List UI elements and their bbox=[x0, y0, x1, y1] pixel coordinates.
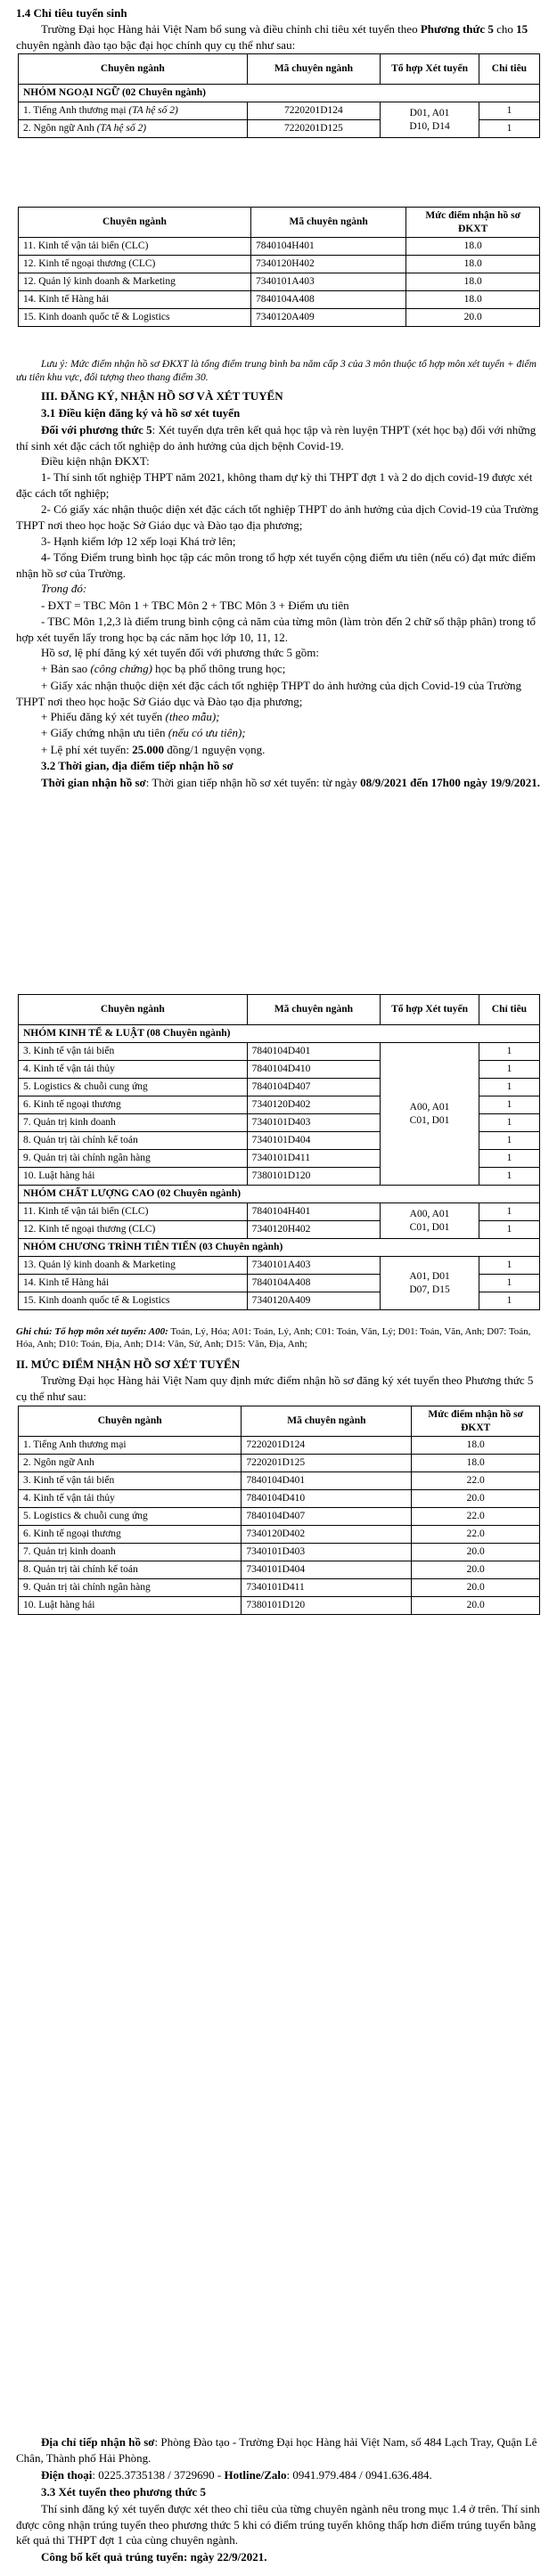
code-cell: 7340101A403 bbox=[247, 1257, 381, 1275]
dossier-item-2: + Giấy xác nhận thuộc diện xét đặc cách tốt nghiệp THPT do ảnh hưởng của dịch Covid-19 của Trường THPT nơi theo học hoặc Sở Giáo dục và Đào tạo địa phương; bbox=[16, 679, 522, 708]
major-cell: 8. Quản trị tài chính kế toán bbox=[19, 1132, 248, 1150]
receipt-time-label: Thời gian nhận hồ sơ bbox=[41, 776, 146, 789]
col-header-major: Chuyên ngành bbox=[19, 995, 248, 1025]
score-cell: 22.0 bbox=[412, 1508, 540, 1526]
col-header-code: Mã chuyên ngành bbox=[247, 995, 381, 1025]
phone-label: Điện thoại bbox=[41, 2468, 93, 2482]
dossier-text: + Lệ phí xét tuyển: bbox=[41, 743, 133, 756]
code-cell: 7840104D401 bbox=[242, 1472, 412, 1490]
section-ii-text: Trường Đại học Hàng hải Việt Nam quy định mức điểm nhận hồ sơ đăng ký xét tuyển theo Phương thức 5 cụ thể như sau: bbox=[16, 1374, 534, 1403]
table-row bbox=[19, 1257, 540, 1275]
table-row bbox=[19, 1437, 540, 1455]
score-cell: 18.0 bbox=[412, 1455, 540, 1472]
col-header-major: Chuyên ngành bbox=[19, 208, 251, 238]
quota-cell: 1 bbox=[479, 1292, 539, 1310]
code-cell: 7840104H401 bbox=[247, 1203, 381, 1221]
code-cell: 7340120A409 bbox=[250, 309, 405, 327]
section-heading-1-4: 1.4 Chỉ tiêu tuyển sinh bbox=[16, 6, 127, 20]
condition-4: 4- Tổng Điểm trung bình học tập các môn trong tổ hợp xét tuyển cộng điểm ưu tiên (nếu có) đạt mức điểm nhận hồ sơ của Trường. bbox=[16, 550, 537, 580]
major-cell: 15. Kinh doanh quốc tế & Logistics bbox=[19, 1292, 248, 1310]
code-cell: 7340101D403 bbox=[242, 1544, 412, 1561]
major-cell: 5. Logistics & chuỗi cung ứng bbox=[19, 1079, 248, 1096]
dossier-note: (nếu có ưu tiên); bbox=[168, 726, 246, 739]
code-cell: 7340101A403 bbox=[250, 273, 405, 291]
combo-note-text-2: A01: Toán, Lý, Anh; C01: Toán, Văn, Lý; D01: Toán, Văn, Anh; D07: Toán, Hóa, Anh; D10: Toán, Địa, Anh; D14: Văn, Sử, Anh; D15: Văn, Địa, Anh; bbox=[16, 1326, 531, 1350]
code-cell: 7340120H402 bbox=[250, 256, 405, 273]
result-date: Công bố kết quả trúng tuyển: ngày 22/9/2021. bbox=[41, 2550, 267, 2564]
dossier-text: + Phiếu đăng ký xét tuyển bbox=[41, 710, 166, 723]
score-table-1 bbox=[18, 207, 540, 327]
table-row bbox=[19, 256, 540, 273]
code-cell: 7840104D410 bbox=[247, 1061, 381, 1079]
major-cell: 6. Kinh tế ngoại thương bbox=[19, 1526, 242, 1544]
major-note: (TA hệ số 2) bbox=[96, 123, 147, 135]
col-header-code: Mã chuyên ngành bbox=[242, 1406, 412, 1437]
table-row bbox=[19, 102, 540, 120]
phone-paragraph bbox=[16, 2467, 541, 2483]
section-3-3-text: Thí sinh đăng ký xét tuyển được xét theo chỉ tiêu của từng chuyên ngành nêu trong mục 1.4 ở trên. Thí sinh được công nhận trúng tuyển theo phương thức 5 khi có điểm trúng tuyển không thấp hơn điểm trúng tuyển bằng kết quả thi THPT đợt 1 của cùng chuyên ngành. bbox=[16, 2502, 540, 2547]
dossier-item-4 bbox=[16, 725, 541, 741]
group-row: NHÓM CHẤT LƯỢNG CAO (02 Chuyên ngành) bbox=[19, 1186, 540, 1203]
code-cell: 7840104A408 bbox=[250, 291, 405, 309]
major-cell: 12. Kinh tế ngoại thương (CLC) bbox=[19, 1221, 248, 1239]
score-table-2 bbox=[18, 1406, 540, 1615]
major-cell: 9. Quản trị tài chính ngân hàng bbox=[19, 1579, 242, 1597]
combo-cell: D01, A01 D10, D14 bbox=[381, 102, 479, 138]
major-cell: 6. Kinh tế ngoại thương bbox=[19, 1096, 248, 1114]
col-header-combo: Tổ hợp Xét tuyển bbox=[381, 54, 479, 85]
table-row bbox=[19, 291, 540, 309]
code-cell: 7340120A409 bbox=[247, 1292, 381, 1310]
code-cell: 7380101D120 bbox=[242, 1597, 412, 1615]
major-note: (TA hệ số 2) bbox=[128, 105, 178, 117]
table-row bbox=[19, 1526, 540, 1544]
intro-text-3: chuyên ngành đào tạo bậc đại học chính quy cụ thể như sau: bbox=[16, 37, 296, 52]
major-cell: 9. Quản trị tài chính ngân hàng bbox=[19, 1150, 248, 1168]
condition-2: 2- Có giấy xác nhận thuộc diện xét đặc cách tốt nghiệp THPT do ảnh hưởng của dịch Covid-19 của Trường THPT nơi theo học hoặc Sở Giáo dục và Đào tạo địa phương; bbox=[16, 502, 539, 532]
major-cell: 15. Kinh doanh quốc tế & Logistics bbox=[19, 309, 251, 327]
col-header-code: Mã chuyên ngành bbox=[247, 54, 381, 85]
table-row bbox=[19, 273, 540, 291]
col-header-quota: Chỉ tiêu bbox=[479, 995, 539, 1025]
quota-table-economics bbox=[18, 994, 540, 1310]
major-name: 1. Tiếng Anh thương mại bbox=[23, 105, 129, 117]
combo-cell: A00, A01 C01, D01 bbox=[381, 1203, 479, 1239]
table-row bbox=[19, 1561, 540, 1579]
score-cell: 18.0 bbox=[406, 256, 540, 273]
major-cell: 4. Kinh tế vận tải thủy bbox=[19, 1061, 248, 1079]
major-cell: 8. Quản trị tài chính kế toán bbox=[19, 1561, 242, 1579]
code-cell: 7220201D124 bbox=[242, 1437, 412, 1455]
col-header-major: Chuyên ngành bbox=[19, 54, 248, 85]
major-name: 2. Ngôn ngữ Anh bbox=[23, 123, 97, 135]
quota-cell: 1 bbox=[479, 1043, 539, 1061]
quota-table-languages bbox=[18, 53, 540, 138]
major-cell: 1. Tiếng Anh thương mại bbox=[19, 1437, 242, 1455]
intro-paragraph bbox=[16, 21, 541, 53]
major-cell: 10. Luật hàng hải bbox=[19, 1168, 248, 1186]
quota-cell: 1 bbox=[479, 1079, 539, 1096]
table-row bbox=[19, 309, 540, 327]
section-heading-3-2: 3.2 Thời gian, địa điểm tiếp nhận hồ sơ bbox=[41, 759, 233, 772]
major-cell: 5. Logistics & chuỗi cung ứng bbox=[19, 1508, 242, 1526]
code-cell: 7220201D125 bbox=[247, 120, 381, 138]
col-header-major: Chuyên ngành bbox=[19, 1406, 242, 1437]
address-label: Địa chỉ tiếp nhận hồ sơ bbox=[41, 2435, 155, 2449]
intro-text: Trường Đại học Hàng hải Việt Nam bổ sung và điều chỉnh chỉ tiêu xét tuyển theo bbox=[41, 22, 418, 36]
quota-cell: 1 bbox=[479, 102, 539, 120]
table-row bbox=[19, 1490, 540, 1508]
intro-text-2: cho bbox=[493, 22, 517, 36]
col-header-score: Mức điểm nhận hồ sơ ĐKXT bbox=[412, 1406, 540, 1437]
condition-1: 1- Thí sinh tốt nghiệp THPT năm 2021, không tham dự kỳ thi THPT đợt 1 và 2 do dịch covid-19 được xét đặc cách tốt nghiệp; bbox=[16, 470, 533, 500]
major-cell: 2. Ngôn ngữ Anh bbox=[19, 1455, 242, 1472]
score-cell: 20.0 bbox=[412, 1561, 540, 1579]
table-row bbox=[19, 1203, 540, 1221]
quota-cell: 1 bbox=[479, 1275, 539, 1292]
major-cell: 13. Quản lý kinh doanh & Marketing bbox=[19, 1257, 248, 1275]
dossier-item-5 bbox=[16, 742, 541, 758]
phone-text: : 0225.3735138 / 3729690 - bbox=[92, 2468, 225, 2482]
quota-cell: 1 bbox=[479, 1203, 539, 1221]
code-cell: 7340120D402 bbox=[242, 1526, 412, 1544]
quota-cell: 1 bbox=[479, 1221, 539, 1239]
code-cell: 7340101D404 bbox=[242, 1561, 412, 1579]
intro-method: Phương thức 5 bbox=[420, 22, 494, 36]
hotline-text: : 0941.979.484 / 0941.636.484. bbox=[286, 2468, 432, 2482]
major-cell: 4. Kinh tế vận tải thủy bbox=[19, 1490, 242, 1508]
table-row bbox=[19, 1544, 540, 1561]
code-cell: 7340120D402 bbox=[247, 1096, 381, 1114]
score-cell: 18.0 bbox=[406, 273, 540, 291]
score-cell: 20.0 bbox=[412, 1597, 540, 1615]
table-row bbox=[19, 1472, 540, 1490]
formula-2: - TBC Môn 1,2,3 là điểm trung bình cộng cả năm của từng môn (làm tròn đến 2 chữ số thập phân) trong tổ hợp xét tuyển lấy trong học bạ các năm học lớp 10, 11, 12. bbox=[16, 615, 537, 644]
code-cell: 7840104D407 bbox=[247, 1079, 381, 1096]
group-row: NHÓM KINH TẾ & LUẬT (08 Chuyên ngành) bbox=[19, 1025, 540, 1043]
score-cell: 18.0 bbox=[406, 238, 540, 256]
conditions-heading: Điều kiện nhận ĐKXT: bbox=[41, 454, 150, 468]
code-cell: 7840104D407 bbox=[242, 1508, 412, 1526]
receipt-time-text: : Thời gian tiếp nhận hồ sơ xét tuyển: từ ngày bbox=[145, 776, 361, 789]
major-cell: 14. Kinh tế Hàng hải bbox=[19, 291, 251, 309]
score-cell: 20.0 bbox=[412, 1490, 540, 1508]
major-cell: 11. Kinh tế vận tải biển (CLC) bbox=[19, 1203, 248, 1221]
code-cell: 7840104D410 bbox=[242, 1490, 412, 1508]
score-cell: 20.0 bbox=[412, 1579, 540, 1597]
method5-paragraph bbox=[16, 422, 541, 453]
quota-cell: 1 bbox=[479, 1096, 539, 1114]
table-row bbox=[19, 1508, 540, 1526]
section-heading-3-3: 3.3 Xét tuyển theo phương thức 5 bbox=[41, 2485, 206, 2499]
receipt-time bbox=[16, 775, 541, 791]
major-cell: 3. Kinh tế vận tải biển bbox=[19, 1472, 242, 1490]
hotline-label: Hotline/Zalo bbox=[224, 2468, 287, 2482]
quota-cell: 1 bbox=[479, 1257, 539, 1275]
major-cell: 7. Quản trị kinh doanh bbox=[19, 1544, 242, 1561]
major-cell: 11. Kinh tế vận tải biển (CLC) bbox=[19, 238, 251, 256]
code-cell: 7840104A408 bbox=[247, 1275, 381, 1292]
section-heading-iii: III. ĐĂNG KÝ, NHẬN HỒ SƠ VÀ XÉT TUYỂN bbox=[41, 389, 283, 403]
group-row: NHÓM CHƯƠNG TRÌNH TIÊN TIẾN (03 Chuyên ngành) bbox=[19, 1239, 540, 1257]
table-row bbox=[19, 1597, 540, 1615]
combo-note-label: Ghi chú: Tổ hợp môn xét tuyển: A00: bbox=[16, 1326, 168, 1337]
dossier-item-1 bbox=[16, 661, 541, 677]
score-cell: 20.0 bbox=[412, 1544, 540, 1561]
score-cell: 20.0 bbox=[406, 309, 540, 327]
score-cell: 22.0 bbox=[412, 1526, 540, 1544]
major-cell bbox=[19, 102, 248, 120]
table-row bbox=[19, 1455, 540, 1472]
code-cell: 7340101D411 bbox=[242, 1579, 412, 1597]
score-cell: 18.0 bbox=[406, 291, 540, 309]
condition-3: 3- Hạnh kiểm lớp 12 xếp loại Khá trở lên; bbox=[41, 534, 236, 548]
score-cell: 22.0 bbox=[412, 1472, 540, 1490]
quota-cell: 1 bbox=[479, 1168, 539, 1186]
col-header-score: Mức điểm nhận hồ sơ ĐKXT bbox=[406, 208, 540, 238]
major-cell: 10. Luật hàng hải bbox=[19, 1597, 242, 1615]
combo-cell: A00, A01 C01, D01 bbox=[381, 1043, 479, 1186]
fee-amount: 25.000 bbox=[132, 743, 165, 756]
score-cell: 18.0 bbox=[412, 1437, 540, 1455]
code-cell: 7220201D124 bbox=[247, 102, 381, 120]
combo-note bbox=[16, 1325, 541, 1351]
dossier-text: + Giấy chứng nhận ưu tiên bbox=[41, 726, 168, 739]
score-note: Lưu ý: Mức điểm nhận hồ sơ ĐKXT là tổng điểm trung bình ba năm cấp 3 của 3 môn thuộc tổ hợp môn xét tuyển + điểm ưu tiên khu vực, đối tượng theo thang điểm 30. bbox=[16, 359, 537, 383]
quota-cell: 1 bbox=[479, 1150, 539, 1168]
section-heading-3-1: 3.1 Điều kiện đăng ký và hồ sơ xét tuyển bbox=[41, 406, 241, 420]
col-header-combo: Tổ hợp Xét tuyển bbox=[381, 995, 479, 1025]
quota-cell: 1 bbox=[479, 120, 539, 138]
dossier-text: học bạ phổ thông trung học; bbox=[152, 662, 286, 675]
code-cell: 7340101D411 bbox=[247, 1150, 381, 1168]
major-cell: 12. Kinh tế ngoại thương (CLC) bbox=[19, 256, 251, 273]
dossier-text: đồng/1 nguyện vọng. bbox=[164, 743, 266, 756]
major-cell: 14. Kinh tế Hàng hải bbox=[19, 1275, 248, 1292]
major-cell: 7. Quản trị kinh doanh bbox=[19, 1114, 248, 1132]
method5-text: : Xét tuyển dựa trên kết quả học tập và rèn luyện THPT (xét học bạ) đối với những thí sinh xét đặc cách tốt nghiệp do ảnh hưởng của dịch bệnh Covid-19. bbox=[16, 423, 537, 452]
code-cell: 7840104H401 bbox=[250, 238, 405, 256]
method5-label: Đối với phương thức 5 bbox=[41, 423, 152, 436]
section-heading-ii: II. MỨC ĐIỂM NHẬN HỒ SƠ XÉT TUYỂN bbox=[16, 1357, 241, 1371]
in-which-label: Trong đó: bbox=[41, 582, 87, 595]
quota-cell: 1 bbox=[479, 1061, 539, 1079]
code-cell: 7220201D125 bbox=[242, 1455, 412, 1472]
dossier-heading: Hồ sơ, lệ phí đăng ký xét tuyển đối với phương thức 5 gồm: bbox=[41, 646, 320, 659]
dossier-note: (công chứng) bbox=[90, 662, 152, 675]
code-cell: 7840104D401 bbox=[247, 1043, 381, 1061]
address-text: : Phòng Đào tạo - Trường Đại học Hàng hải Việt Nam, số 484 Lạch Tray, Quận Lê Chân, Thành phố Hải Phòng. bbox=[16, 2435, 537, 2465]
table-row bbox=[19, 1579, 540, 1597]
major-cell: 12. Quản lý kinh doanh & Marketing bbox=[19, 273, 251, 291]
major-cell bbox=[19, 120, 248, 138]
group-row: NHÓM NGOẠI NGỮ (02 Chuyên ngành) bbox=[19, 85, 540, 102]
address-paragraph bbox=[16, 2434, 541, 2466]
dossier-item-3 bbox=[16, 709, 541, 725]
table-row bbox=[19, 1043, 540, 1061]
dossier-text: + Bản sao bbox=[41, 662, 91, 675]
code-cell: 7340101D403 bbox=[247, 1114, 381, 1132]
formula-1: - ĐXT = TBC Môn 1 + TBC Môn 2 + TBC Môn 3 + Điểm ưu tiên bbox=[41, 599, 349, 612]
code-cell: 7340101D404 bbox=[247, 1132, 381, 1150]
col-header-quota: Chỉ tiêu bbox=[479, 54, 539, 85]
col-header-code: Mã chuyên ngành bbox=[250, 208, 405, 238]
quota-cell: 1 bbox=[479, 1114, 539, 1132]
combo-cell: A01, D01 D07, D15 bbox=[381, 1257, 479, 1310]
intro-count: 15 bbox=[516, 22, 528, 36]
quota-cell: 1 bbox=[479, 1132, 539, 1150]
code-cell: 7340120H402 bbox=[247, 1221, 381, 1239]
major-cell: 3. Kinh tế vận tải biển bbox=[19, 1043, 248, 1061]
table-row bbox=[19, 238, 540, 256]
combo-note-text: Toán, Lý, Hóa; bbox=[168, 1326, 232, 1337]
code-cell: 7380101D120 bbox=[247, 1168, 381, 1186]
receipt-time-dates: 08/9/2021 đến 17h00 ngày 19/9/2021. bbox=[360, 776, 541, 789]
dossier-note: (theo mẫu); bbox=[165, 710, 220, 723]
